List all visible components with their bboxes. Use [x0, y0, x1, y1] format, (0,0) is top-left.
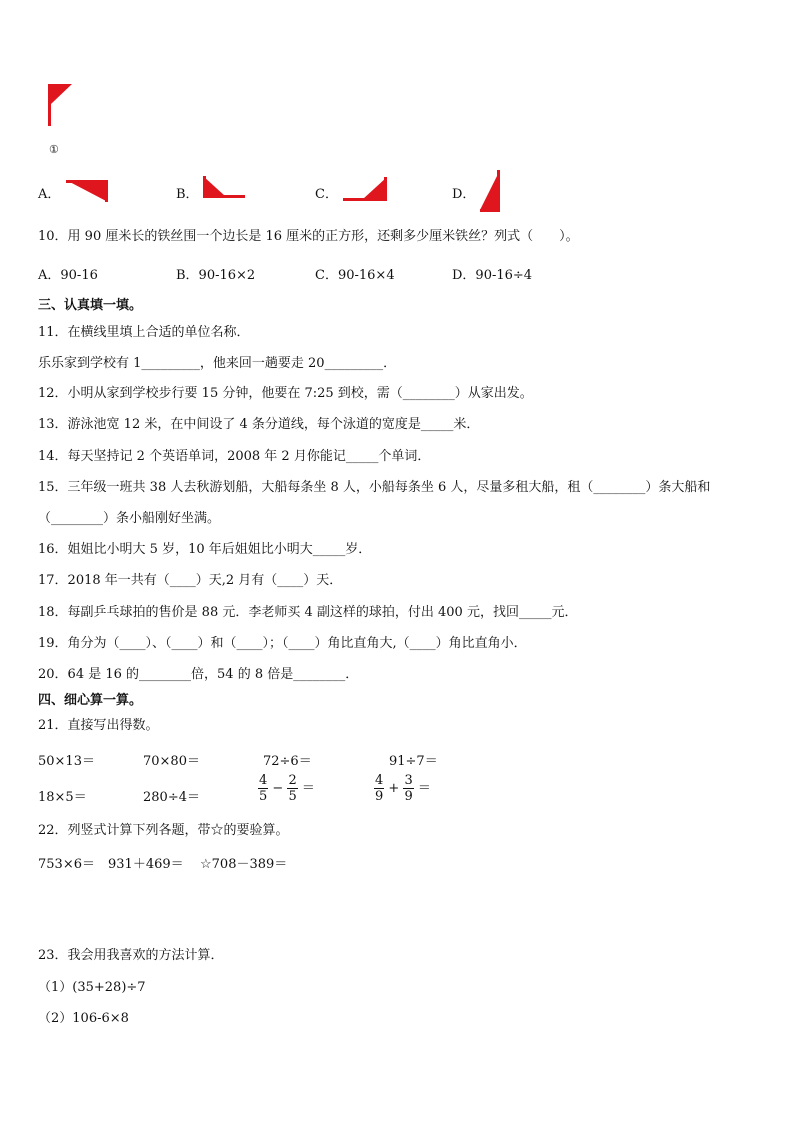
- q23-stem: 23．我会用我喜欢的方法计算．: [38, 948, 224, 963]
- option-d-shape: [478, 170, 504, 214]
- fraction: $\frac{4}{9}$: [375, 773, 384, 804]
- q10-option-a: A．90-16: [38, 268, 98, 283]
- q18: 18．每副乒乓球拍的售价是 88 元．李老师买 4 副这样的球拍，付出 400 元，找回_____元．: [38, 605, 578, 620]
- q22-stem: 22．列竖式计算下列各题，带☆的要验算。: [38, 823, 289, 838]
- q21-expr-1: 50×13＝: [38, 754, 95, 769]
- q22-item-2: 931＋469＝: [108, 857, 184, 872]
- q19: 19．角分为（____）、（____）和（____）；（____）角比直角大,（____）角比直角小．: [38, 636, 527, 651]
- q15-line2: （________）条小船刚好坐满。: [38, 511, 221, 526]
- equals: ＝: [417, 781, 431, 796]
- q21-expr-3: 72÷6＝: [263, 754, 312, 769]
- figure-marker: ①: [49, 143, 59, 156]
- q10-option-d: D．90-16÷4: [452, 268, 533, 283]
- q12: 12．小明从家到学校步行要 15 分钟，他要在 7:25 到校，需（________）从家出发。: [38, 386, 533, 401]
- q23-item-2: （2）106-6×8: [38, 1011, 129, 1026]
- fraction: $\frac{3}{9}$: [404, 773, 413, 804]
- q10-option-c: C．90-16×4: [315, 268, 395, 283]
- option-b-shape: [203, 176, 247, 202]
- operator: −: [272, 781, 284, 796]
- fraction: $\frac{4}{5}$: [259, 773, 268, 804]
- q21-fraction-expr-2: [374, 773, 431, 804]
- option-a-shape: [66, 178, 110, 204]
- q11-line: 乐乐家到学校有 1_________，他来回一趟要走 20_________．: [38, 356, 397, 371]
- q22-item-3: ☆708－389＝: [200, 857, 288, 872]
- q10-stem: 10．用 90 厘米长的铁丝围一个边长是 16 厘米的正方形，还剩多少厘米铁丝？列式（ ）。: [38, 229, 579, 244]
- q13: 13．游泳池宽 12 米，在中间设了 4 条分道线，每个泳道的宽度是_____米．: [38, 417, 480, 432]
- q16: 16．姐姐比小明大 5 岁，10 年后姐姐比小明大_____岁．: [38, 542, 372, 557]
- fraction: $\frac{2}{5}$: [288, 773, 297, 804]
- q21-stem: 21．直接写出得数。: [38, 718, 159, 733]
- option-c-shape: [343, 177, 389, 203]
- q10-option-b: B．90-16×2: [176, 268, 256, 283]
- equals: ＝: [301, 781, 315, 796]
- flag-figure: [46, 82, 76, 128]
- option-b-label: B．: [176, 187, 199, 202]
- option-d-label: D．: [452, 187, 476, 202]
- q21-expr-5: 18×5＝: [38, 790, 87, 805]
- q22-item-1: 753×6＝: [38, 857, 95, 872]
- q14: 14．每天坚持记 2 个英语单词，2008 年 2 月你能记_____个单词．: [38, 449, 431, 464]
- operator: +: [388, 781, 400, 796]
- section3-title: 三、认真填一填。: [38, 298, 143, 313]
- q21-expr-4: 91÷7＝: [389, 754, 438, 769]
- q21-fraction-expr-1: [258, 773, 315, 804]
- q21-expr-2: 70×80＝: [143, 754, 200, 769]
- q11-stem: 11．在横线里填上合适的单位名称．: [38, 325, 250, 340]
- q15-line1: 15．三年级一班共 38 人去秋游划船，大船每条坐 8 人，小船每条坐 6 人，尽量多租大船，租（________）条大船和: [38, 480, 711, 495]
- option-a-label: A．: [38, 187, 61, 202]
- section4-title: 四、细心算一算。: [38, 693, 143, 708]
- q17: 17．2018 年一共有（____）天,2 月有（____）天．: [38, 573, 343, 588]
- option-c-label: C．: [315, 187, 338, 202]
- q20: 20．64 是 16 的________倍，54 的 8 倍是________．: [38, 667, 359, 682]
- q23-item-1: （1）(35+28)÷7: [38, 980, 146, 995]
- q21-expr-6: 280÷4＝: [143, 790, 200, 805]
